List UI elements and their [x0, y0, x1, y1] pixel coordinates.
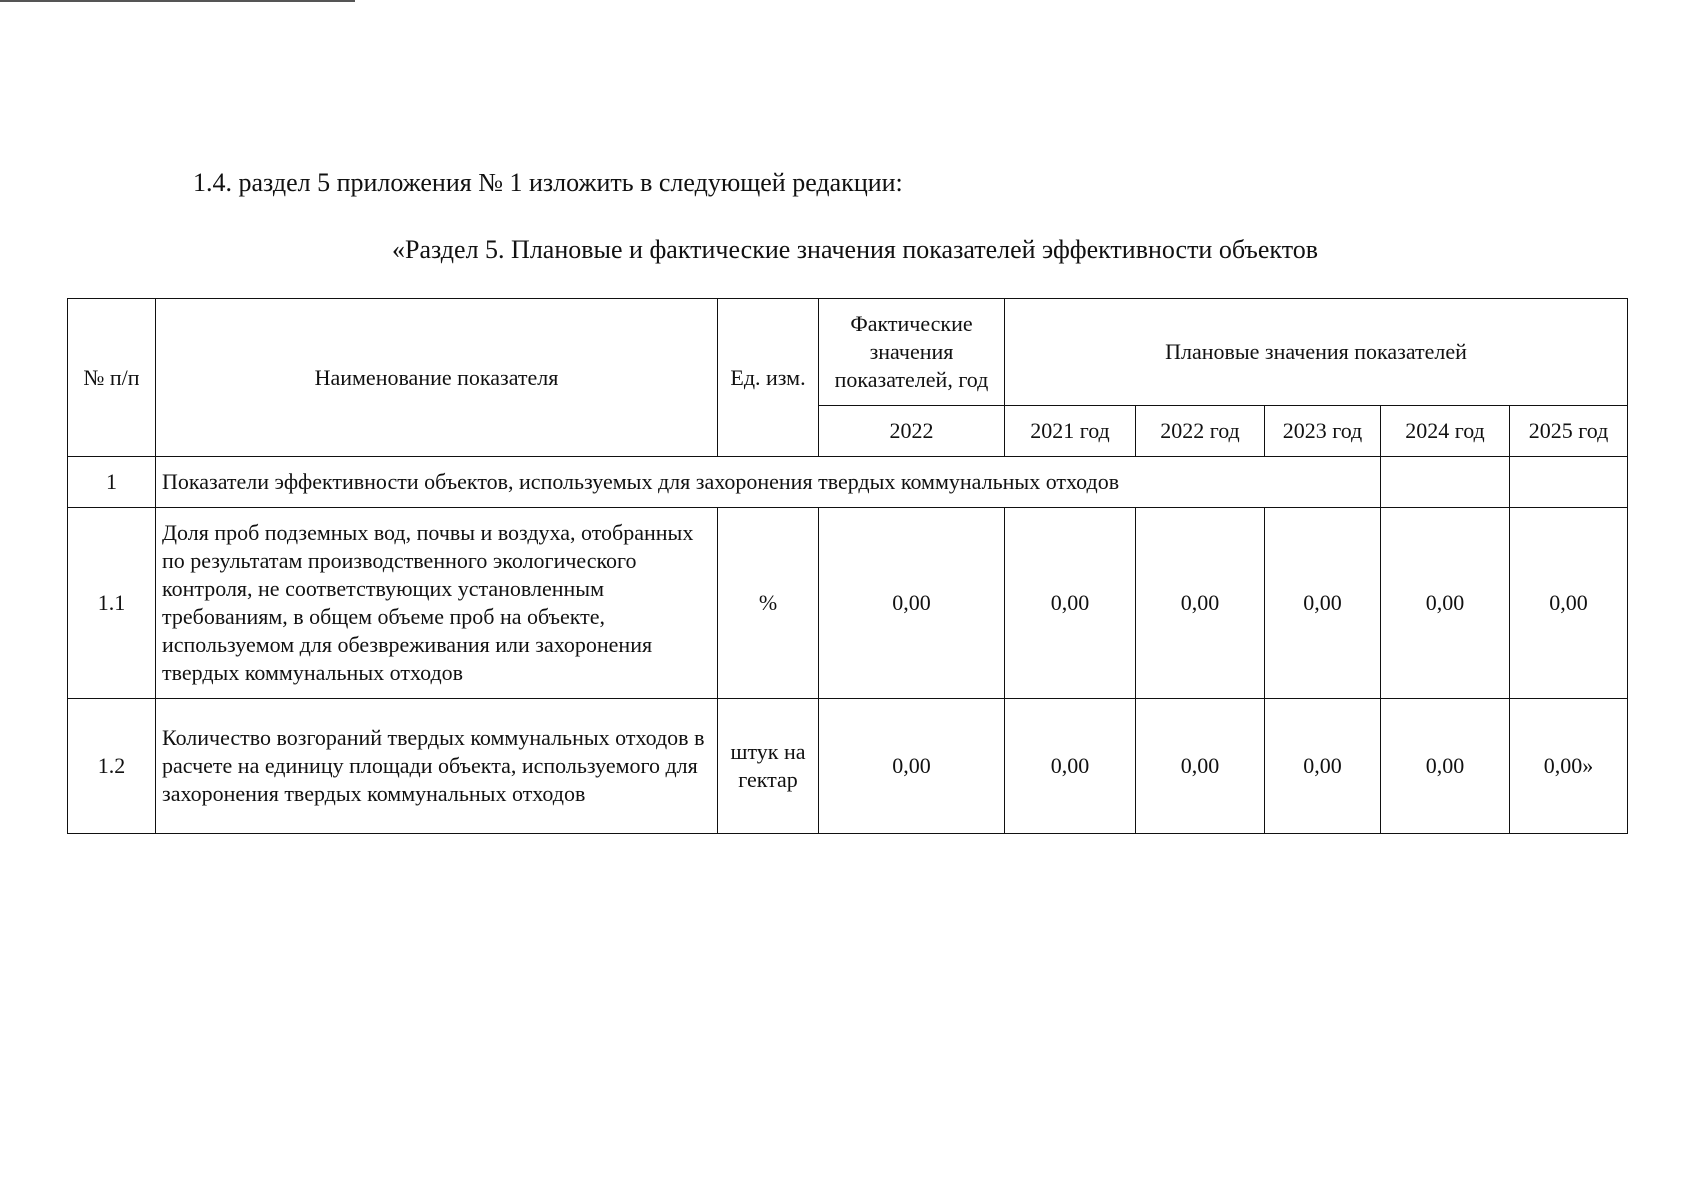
- header-unit: Ед. изм.: [718, 299, 819, 457]
- header-planned: Плановые значения показателей: [1005, 299, 1628, 406]
- header-actual-line3: показателей, год: [834, 367, 989, 392]
- header-actual-line1: Фактические: [850, 311, 973, 336]
- header-year-2023: 2023 год: [1265, 406, 1381, 457]
- header-actual-line2: значения: [869, 339, 954, 364]
- table-row: [68, 508, 1628, 699]
- table-section-row: [68, 457, 1628, 508]
- indicators-table: [67, 298, 1628, 834]
- row-num: 1.1: [68, 508, 156, 699]
- row-planned-2022: 0,00: [1136, 508, 1265, 699]
- table-header-row: [68, 299, 1628, 406]
- row-planned-2025: 0,00»: [1510, 699, 1628, 834]
- row-unit: [718, 699, 819, 834]
- row-planned-2021: 0,00: [1005, 699, 1136, 834]
- row-planned-2025: 0,00: [1510, 508, 1628, 699]
- row-actual-value: 0,00: [819, 699, 1005, 834]
- header-num: № п/п: [68, 299, 156, 457]
- row-unit-line1: штук на: [730, 739, 806, 764]
- table-row: [68, 699, 1628, 834]
- row-planned-2023: 0,00: [1265, 508, 1381, 699]
- header-year-2021: 2021 год: [1005, 406, 1136, 457]
- section-empty-cell: [1510, 457, 1628, 508]
- header-year-2025: 2025 год: [1510, 406, 1628, 457]
- section-heading: «Раздел 5. Плановые и фактические значения показателей эффективности объектов: [392, 235, 1318, 264]
- header-year-2024: 2024 год: [1381, 406, 1510, 457]
- row-actual-value: 0,00: [819, 508, 1005, 699]
- scan-edge-line: [0, 0, 355, 2]
- row-planned-2022: 0,00: [1136, 699, 1265, 834]
- row-num: 1.2: [68, 699, 156, 834]
- section-empty-cell: [1381, 457, 1510, 508]
- row-indicator-name: Доля проб подземных вод, почвы и воздуха, отобранных по результатам производственного экологического контроля, не соответствующих установленным требованиям, в общем объеме проб на объекте, используемом для обезвреживания или захоронения твердых коммунальных отходов: [156, 508, 718, 699]
- header-year-2022: 2022 год: [1136, 406, 1265, 457]
- section-title: Показатели эффективности объектов, используемых для захоронения твердых коммунальных отходов: [156, 457, 1381, 508]
- row-planned-2024: 0,00: [1381, 699, 1510, 834]
- row-unit-line2: гектар: [738, 767, 798, 792]
- header-actual: [819, 299, 1005, 406]
- row-planned-2023: 0,00: [1265, 699, 1381, 834]
- row-unit: %: [718, 508, 819, 699]
- intro-paragraph: 1.4. раздел 5 приложения № 1 изложить в следующей редакции:: [193, 168, 903, 197]
- row-planned-2024: 0,00: [1381, 508, 1510, 699]
- row-planned-2021: 0,00: [1005, 508, 1136, 699]
- section-num: 1: [68, 457, 156, 508]
- header-actual-year: 2022: [819, 406, 1005, 457]
- row-indicator-name: Количество возгораний твердых коммунальных отходов в расчете на единицу площади объекта, используемого для захоронения твердых коммунальных отходов: [156, 699, 718, 834]
- header-name: Наименование показателя: [156, 299, 718, 457]
